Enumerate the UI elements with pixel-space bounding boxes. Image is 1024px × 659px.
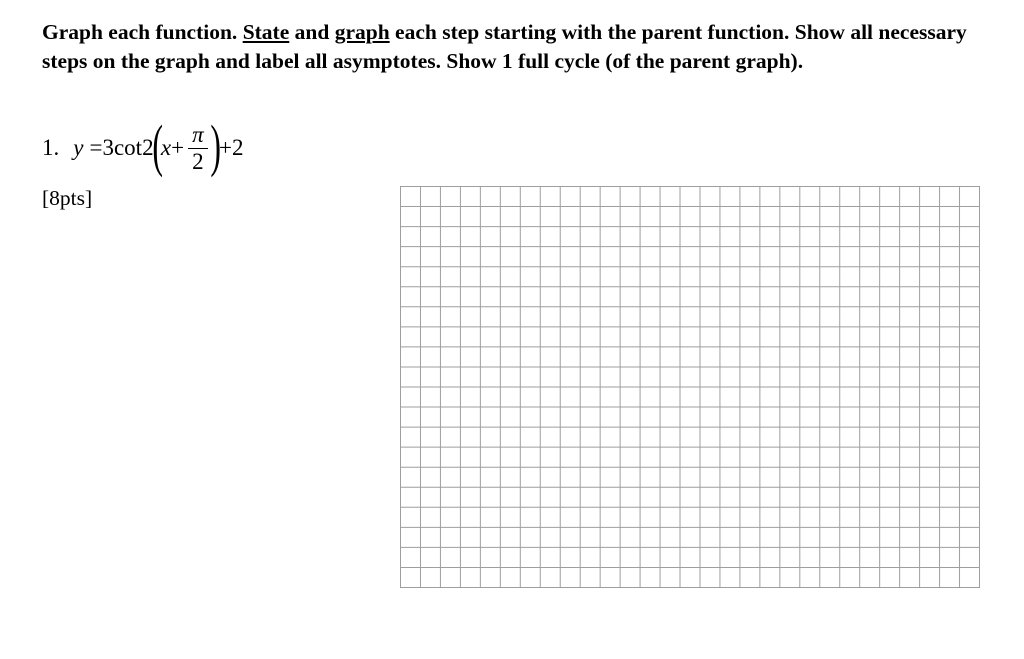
instructions-part2: each step starting with the parent function. Show all necessary steps on the graph and label all asymptotes. Show 1 full cycle (of the parent graph). <box>42 20 967 73</box>
problem-number: 1. <box>42 135 60 160</box>
instructions-state: State <box>242 20 290 44</box>
equation-plus-inner: + <box>171 135 185 160</box>
right-paren: ) <box>209 113 221 178</box>
equation-y: y <box>73 135 84 160</box>
graph-grid-svg[interactable] <box>400 186 980 588</box>
fraction-denominator: 2 <box>192 148 204 174</box>
instructions-part1: Graph each function. <box>42 20 238 44</box>
instructions-and: and <box>294 20 330 44</box>
fraction-numerator: π <box>188 122 208 149</box>
graph-grid[interactable] <box>400 186 980 588</box>
points-label: [8pts] <box>42 186 93 210</box>
left-paren: ( <box>151 113 163 178</box>
equation-equals: = <box>89 135 103 160</box>
equation-coef: 3cot <box>102 135 143 160</box>
problem-equation <box>42 110 243 186</box>
equation-fraction <box>188 122 208 175</box>
equation-plus-outer: + <box>218 135 232 160</box>
equation-x: x <box>160 135 172 160</box>
instructions-graph: graph <box>334 20 390 44</box>
equation-shift: 2 <box>231 135 244 160</box>
instructions-text <box>42 18 982 75</box>
equation-inner-coef: 2 <box>142 135 154 160</box>
